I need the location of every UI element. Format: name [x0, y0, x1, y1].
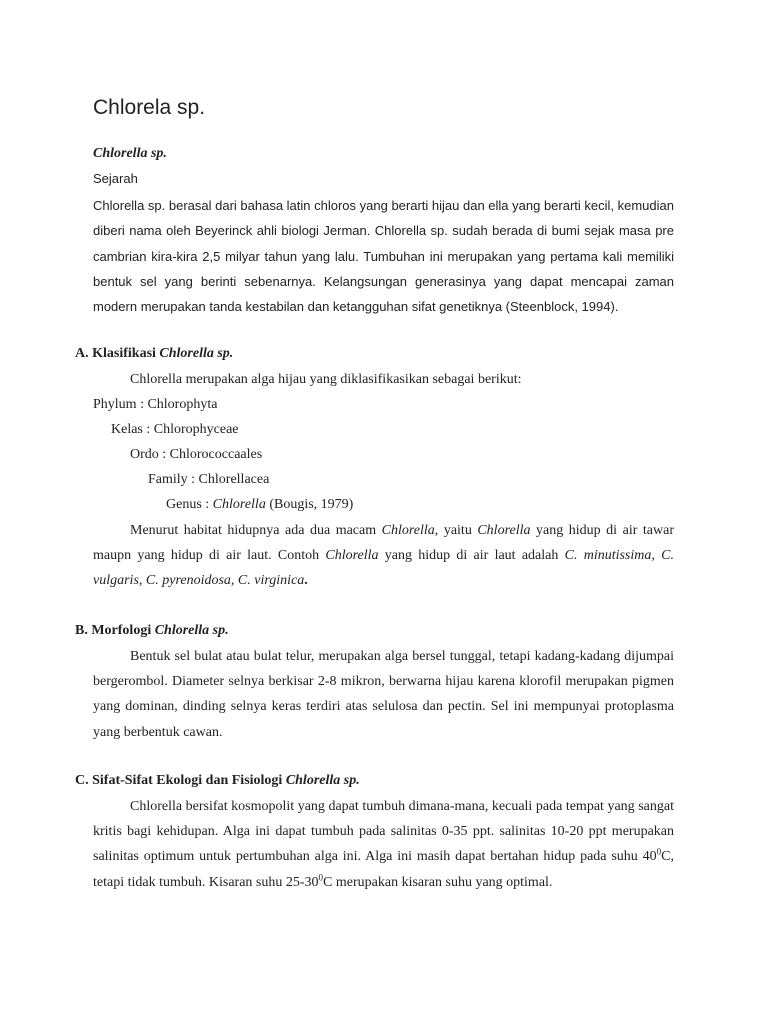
ecology-text-2: C, tetapi tidak tumbuh. Kisaran suhu 25-30: [93, 849, 674, 890]
ecology-text-3: C merupakan kisaran suhu yang optimal.: [323, 874, 553, 890]
genus-prefix: Genus :: [166, 497, 213, 512]
section-c-heading-text: C. Sifat-Sifat Ekologi dan Fisiologi: [75, 773, 286, 788]
page-title: Chlorela sp.: [93, 96, 206, 119]
subtitle: Chlorella sp.: [93, 146, 167, 161]
habitat-end: .: [304, 573, 308, 589]
habitat-text-1: Menurut habitat hidupnya ada dua macam: [130, 523, 382, 538]
history-label: Sejarah: [93, 171, 138, 186]
degree-superscript-1: 0: [656, 846, 662, 857]
ecology-paragraph: [93, 794, 674, 895]
section-b-heading: [75, 623, 229, 639]
genus-citation: (Bougis, 1979): [265, 497, 354, 512]
habitat-text-2: , yaitu: [434, 523, 478, 538]
classification-family: Family : Chlorellacea: [148, 472, 270, 487]
history-paragraph: Chlorella sp. berasal dari bahasa latin chloros yang berarti hijau dan ella yang berarti kecil, kemudian diberi nama oleh Beyerinck ahli biologi Jerman. Chlorella sp. sudah berada di bumi sejak masa pre cambrian kira-kira 2,5 milyar tahun yang lalu. Tumbuhan ini merupakan yang pertama kali memiliki bentuk sel yang berinti sebenarnya. Kelangsungan generasinya yang dapat mencapai zaman modern merupakan tanda kestabilan dan ketangguhan sifat genetiknya (Steenblock, 1994).: [93, 198, 674, 315]
ecology-text-1: Chlorella bersifat kosmopolit yang dapat tumbuh dimana-mana, kecuali pada tempat yang sangat kritis bagi kehidupan. Alga ini dapat tumbuh pada salinitas 0-35 ppt. salinitas 10-20 ppt merupakan salinitas optimum untuk pertumbuhan alga ini. Alga ini masih dapat bertahan hidup pada suhu 40: [93, 799, 674, 865]
morphology-paragraph: [93, 644, 674, 745]
classification-kelas: Kelas : Chlorophyceae: [111, 422, 239, 437]
habitat-species-list: C. minutissima, C. vulgaris, C. pyrenoidosa, C. virginica: [93, 548, 674, 589]
morphology-text: Bentuk sel bulat atau bulat telur, merupakan alga bersel tunggal, tetapi kadang-kadang dijumpai bergerombol. Diameter selnya berkisar 2-8 mikron, berwarna hijau karena klorofil merupakan pigmen yang dominan, dinding selnya keras terdiri atas selulosa dan pectin. Sel ini mempunyai protoplasma yang berbentuk cawan.: [93, 649, 674, 740]
habitat-paragraph: [93, 518, 674, 594]
classification-phylum: Phylum : Chlorophyta: [93, 397, 218, 412]
habitat-text-3: yang hidup di air tawar maupn yang hidup di air laut. Contoh: [93, 523, 674, 564]
habitat-em-1: Chlorella: [381, 523, 435, 538]
section-c-heading: [75, 773, 360, 789]
section-b-heading-text: B. Morfologi: [75, 623, 155, 638]
section-a-heading-italic: Chlorella sp.: [159, 346, 234, 361]
section-a-heading: [75, 346, 233, 362]
classification-genus: [166, 497, 353, 513]
habitat-em-2: Chlorella: [477, 523, 531, 538]
section-b-heading-italic: Chlorella sp.: [154, 623, 229, 638]
section-c-heading-italic: Chlorella sp.: [285, 773, 360, 788]
genus-italic: Chlorella: [212, 497, 266, 512]
classification-intro: Chlorella merupakan alga hijau yang diklasifikasikan sebagai berikut:: [130, 372, 522, 387]
classification-ordo: Ordo : Chlorococcaales: [130, 447, 263, 462]
habitat-text-4: yang hidup di air laut adalah: [378, 548, 565, 564]
section-a-heading-text: A. Klasifikasi: [75, 346, 160, 361]
habitat-em-3: Chlorella: [325, 548, 379, 564]
degree-superscript-2: 0: [318, 871, 324, 882]
